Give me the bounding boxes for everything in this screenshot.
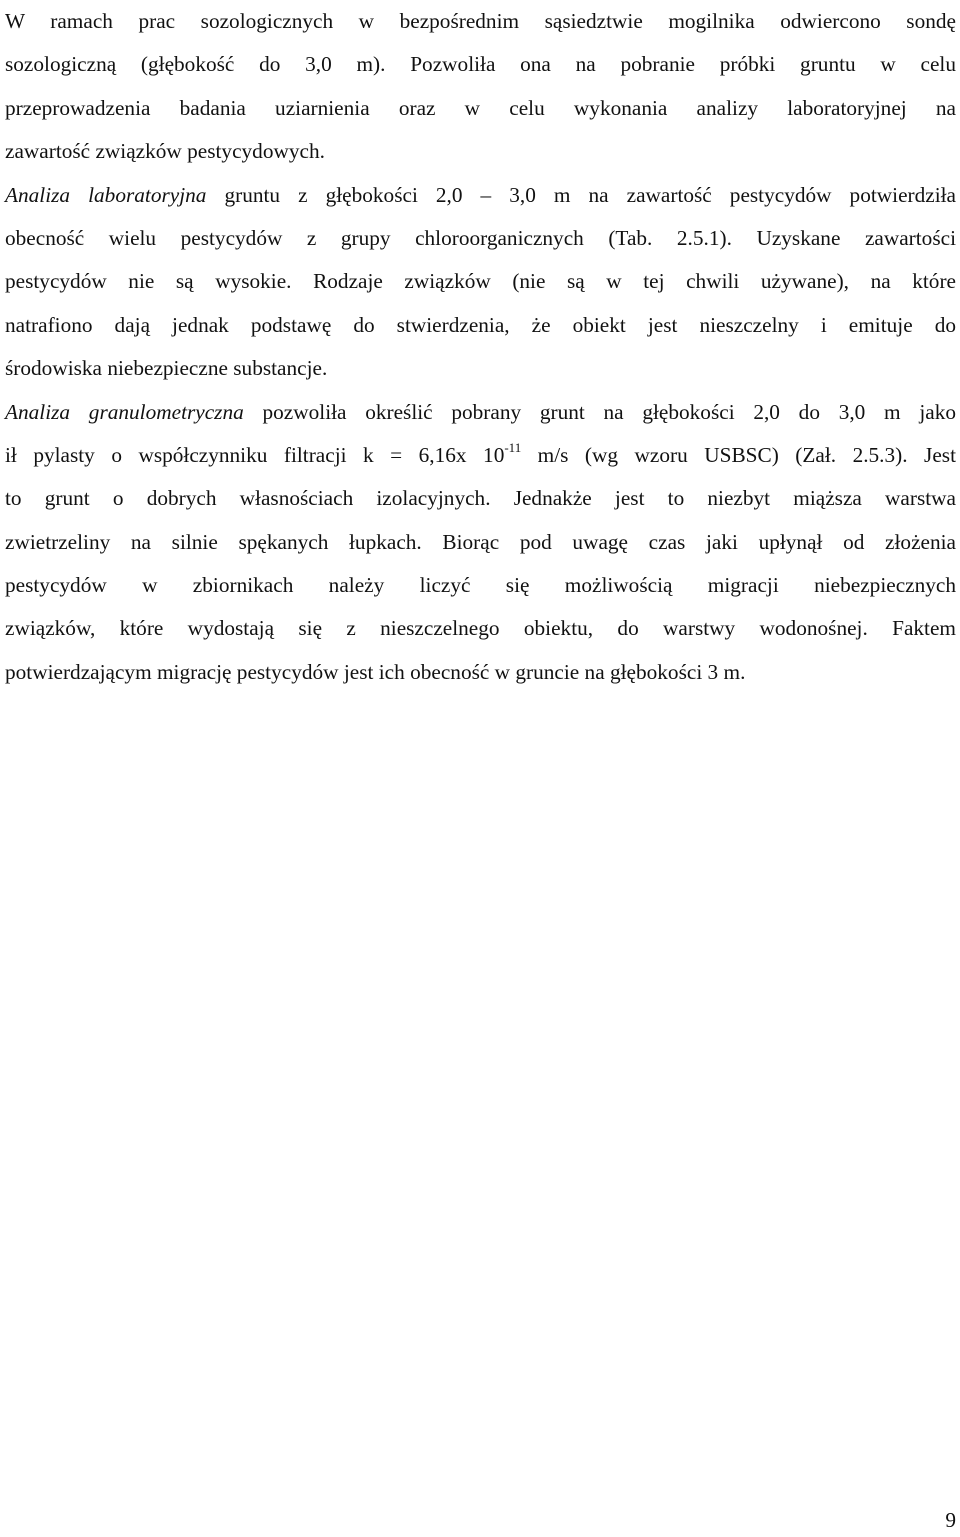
- text-fragment: m/s (wg wzoru USBSC) (Zał. 2.5.3). Jest: [521, 442, 956, 467]
- document-body: [5, 0, 956, 694]
- text-fragment: gruntu z głębokości 2,0 – 3,0 m na zawartość pestycydów potwierdziła: [206, 182, 957, 207]
- text-fragment: pozwoliła określić pobrany grunt na głębokości 2,0 do 3,0 m jako: [243, 399, 956, 424]
- text-line: to grunt o dobrych własnościach izolacyjnych. Jednakże jest to niezbyt miąższa warstwa: [5, 486, 956, 511]
- text-line: zwietrzeliny na silnie spękanych łupkach. Biorąc pod uwagę czas jaki upłynął od złożenia: [5, 529, 956, 554]
- text-line: obecność wielu pestycydów z grupy chloroorganicznych (Tab. 2.5.1). Uzyskane zawartości: [5, 225, 956, 250]
- text-line: środowiska niebezpieczne substancje.: [5, 356, 328, 381]
- text-line: sozologiczną (głębokość do 3,0 m). Pozwoliła ona na pobranie próbki gruntu w celu: [5, 52, 956, 77]
- text-line: związków, które wydostają się z nieszczelnego obiektu, do warstwy wodonośnej. Faktem: [5, 616, 956, 641]
- page-number: 9: [945, 1508, 956, 1532]
- text-line: W ramach prac sozologicznych w bezpośrednim sąsiedztwie mogilnika odwiercono sondę: [5, 9, 956, 33]
- text-line: [5, 391, 956, 434]
- text-line: pestycydów w zbiornikach należy liczyć się możliwością migracji niebezpiecznych: [5, 573, 956, 598]
- section-lead: Analiza laboratoryjna: [5, 182, 207, 207]
- text-line: zawartość związków pestycydowych.: [5, 139, 325, 164]
- text-line: natrafiono dają jednak podstawę do stwierdzenia, że obiekt jest nieszczelny i emituje do: [5, 312, 956, 337]
- section-lead: Analiza granulometryczna: [5, 399, 244, 424]
- text-line: przeprowadzenia badania uziarnienia oraz w celu wykonania analizy laboratoryjnej na: [5, 95, 956, 120]
- exponent: -11: [504, 439, 522, 455]
- text-line: pestycydów nie są wysokie. Rodzaje związków (nie są w tej chwili używane), na które: [5, 269, 956, 294]
- text-line: [5, 174, 956, 217]
- text-line: [5, 434, 956, 477]
- text-fragment: ił pylasty o współczynniku filtracji k = 6,16x 10: [5, 442, 505, 467]
- text-line: potwierdzającym migrację pestycydów jest ich obecność w gruncie na głębokości 3 m.: [5, 659, 746, 684]
